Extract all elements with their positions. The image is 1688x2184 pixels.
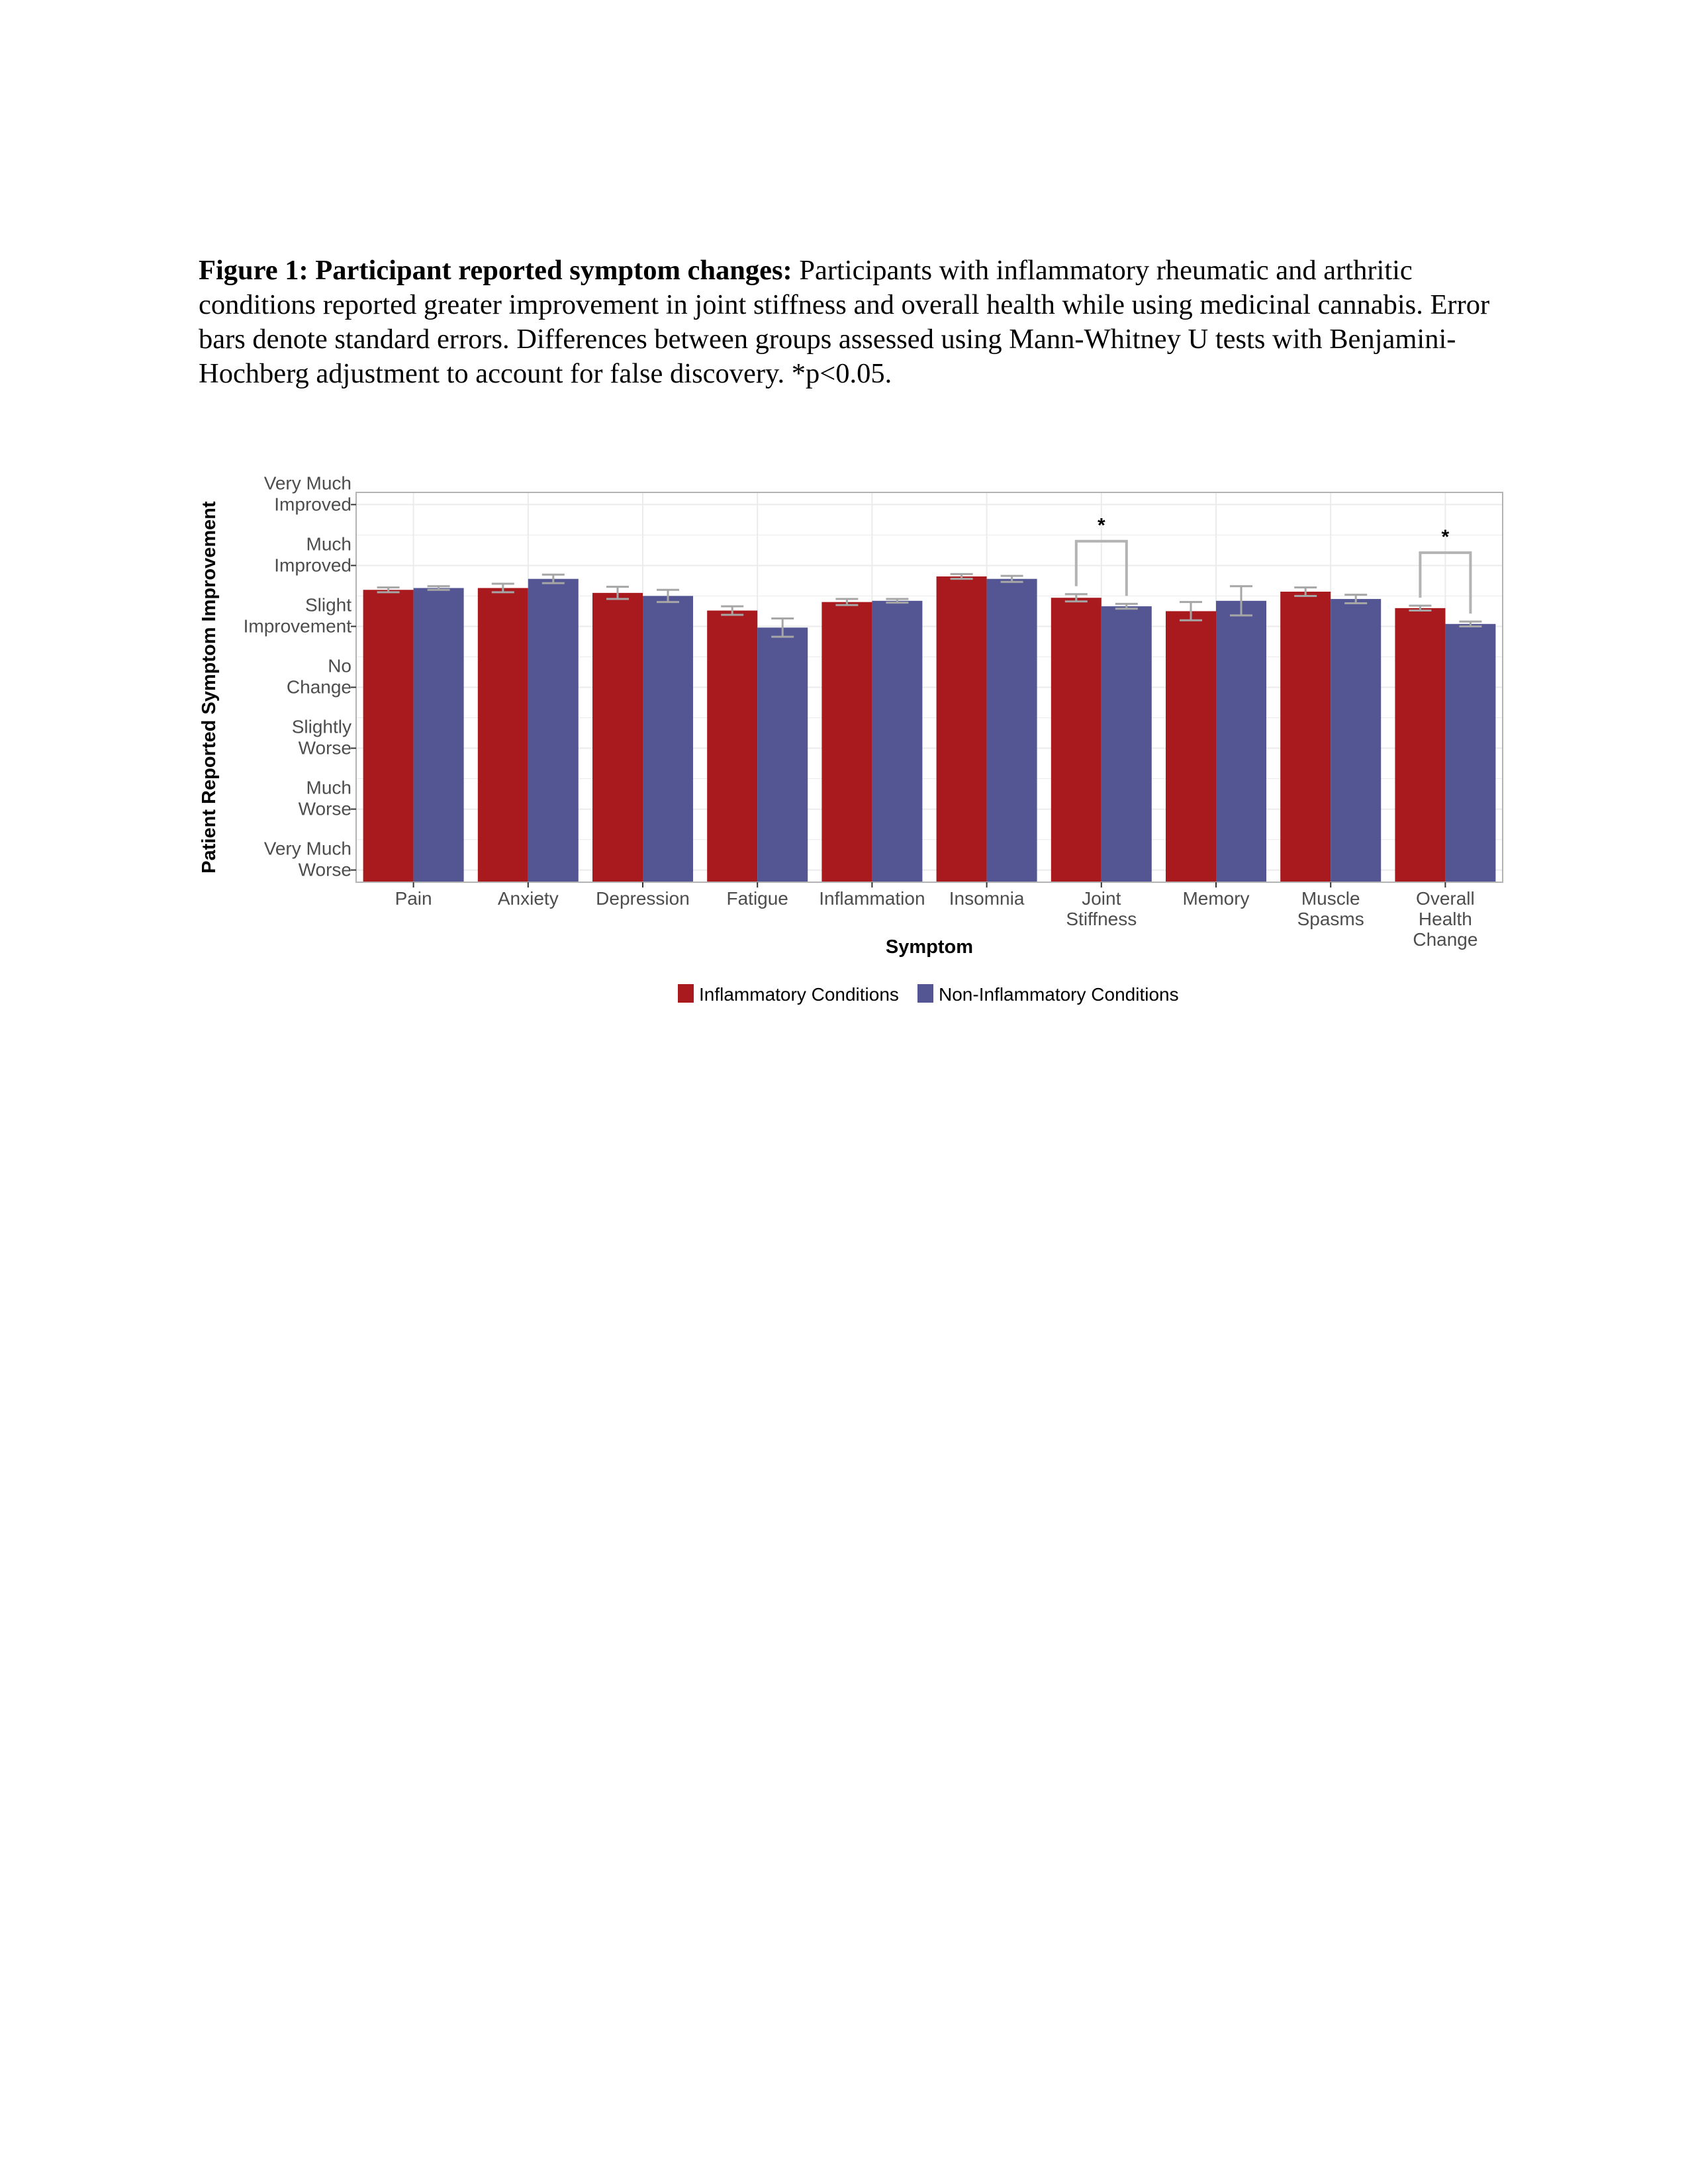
x-tick-label: Spasms (1297, 909, 1364, 929)
bar (592, 593, 643, 882)
x-tick-label: Fatigue (726, 888, 788, 909)
bar (1280, 592, 1331, 882)
x-axis-title: Symptom (885, 936, 974, 958)
x-tick-label: Insomnia (949, 888, 1025, 909)
bar (478, 588, 528, 882)
figure-caption-text: Participants with inflammatory rheumatic and arthritic conditions reported greater improvement in joint stiffness and overall health while using medicinal cannabis. Error bars denote standard errors. Differences between groups assessed using Mann-Whitney U tests with Benjamini-Hochberg adjustment to account for false discovery. *p<0.05. (199, 255, 1490, 389)
bar (1166, 611, 1216, 882)
significance-label: * (1097, 514, 1105, 537)
significance-label: * (1441, 526, 1450, 549)
legend-label: Non-Inflammatory Conditions (939, 984, 1179, 1005)
y-tick-label: Much (306, 777, 352, 798)
x-tick-label: Anxiety (497, 888, 559, 909)
bar (937, 576, 987, 882)
bar (987, 579, 1037, 882)
legend-swatch (678, 984, 694, 1003)
bar (1331, 599, 1381, 882)
y-tick-label: Very Much (263, 473, 352, 494)
bar (1102, 606, 1152, 882)
bar (1051, 598, 1102, 882)
figure-caption-label: Figure 1: Participant reported symptom changes: (199, 255, 792, 286)
y-tick-label: Much (306, 533, 352, 555)
x-tick-label: Pain (395, 888, 432, 909)
y-tick-label: No (328, 655, 352, 676)
x-tick-label: Joint (1082, 888, 1121, 909)
y-tick-label: Slightly (291, 716, 352, 737)
bar (1216, 601, 1266, 882)
x-tick-label: Stiffness (1066, 909, 1137, 929)
y-tick-label: Slight (305, 594, 352, 615)
y-tick-label: Improved (274, 555, 352, 576)
y-tick-label: Worse (298, 737, 352, 758)
y-axis-title: Patient Reported Symptom Improvement (199, 501, 220, 874)
bar (363, 590, 414, 882)
legend-label: Inflammatory Conditions (699, 984, 899, 1005)
y-tick-label: Improvement (243, 615, 352, 637)
x-tick-label: Change (1413, 929, 1478, 950)
bar (1395, 608, 1445, 882)
bar (643, 596, 693, 882)
y-tick-label: Worse (298, 859, 352, 880)
x-tick-label: Depression (596, 888, 690, 909)
x-tick-label: Memory (1182, 888, 1250, 909)
y-tick-label: Very Much (263, 838, 352, 859)
y-tick-label: Change (286, 676, 352, 698)
bar (528, 579, 579, 882)
bar (707, 611, 757, 882)
bar (414, 588, 464, 882)
bar (757, 627, 808, 882)
x-tick-label: Health (1418, 909, 1472, 929)
x-tick-label: Inflammation (819, 888, 925, 909)
bar (872, 601, 922, 882)
legend-swatch (917, 984, 933, 1003)
x-tick-label: Overall (1416, 888, 1475, 909)
bar (1445, 624, 1495, 882)
bar (821, 602, 872, 882)
x-tick-label: Muscle (1301, 888, 1360, 909)
y-tick-label: Improved (274, 494, 352, 515)
y-tick-label: Worse (298, 798, 352, 819)
